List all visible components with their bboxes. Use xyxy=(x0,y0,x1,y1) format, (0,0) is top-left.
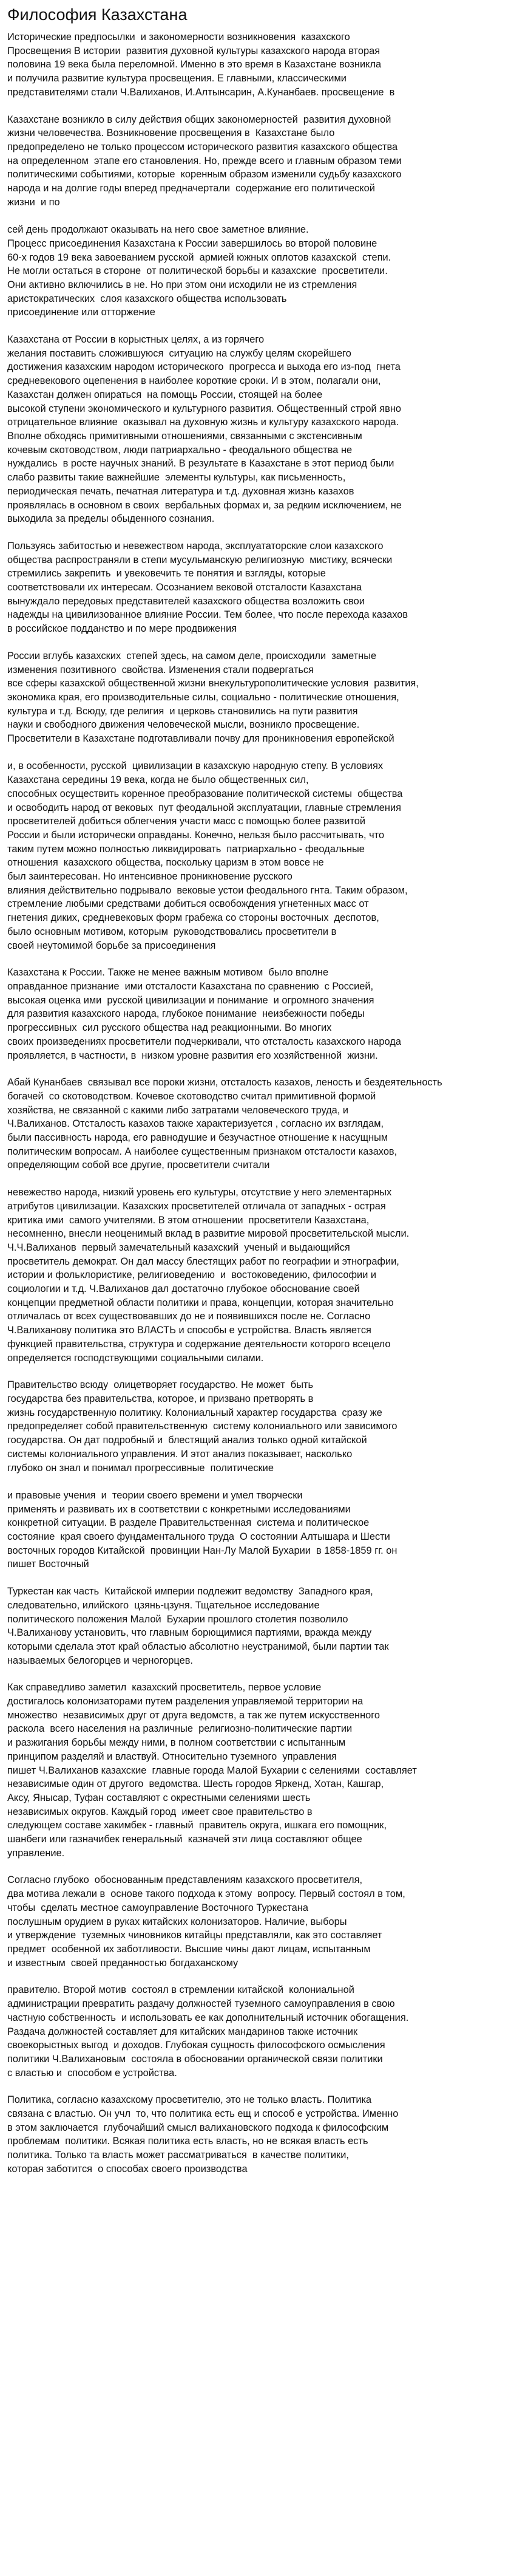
paragraph-line: определяющим собой все другие, просветители считали xyxy=(7,1160,270,1171)
paragraph-line: называемых белогорцев и черногорцев. xyxy=(7,1655,193,1666)
article-paragraph xyxy=(7,1378,507,1571)
paragraph-line: управление. xyxy=(7,1847,65,1859)
paragraph-line xyxy=(7,209,507,223)
paragraph-line: Казахстана середины 19 века, когда не было общественных сил, xyxy=(7,774,309,786)
paragraph-line: социологии и т.д. Ч.Валиханов дал достаточно глубокое обоснование своей xyxy=(7,1283,360,1295)
paragraph-line: достигалось колонизаторами путем разделения управляемой территории на xyxy=(7,1696,364,1707)
paragraph-line: представителями стали Ч.Валиханов, И.Алтынсарин, А.Кунанбаев. просвещение в xyxy=(7,86,395,98)
paragraph-line: и получила развитие культура просвещения. Е главными, классическими xyxy=(7,73,347,84)
paragraph-line: истории и фольклористике, религиоведению и востоковедению, философии и xyxy=(7,1269,377,1281)
paragraph-line: способных осуществить коренное преобразование политической системы общества xyxy=(7,788,403,799)
paragraph-line: были пассивность народа, его равнодушие и безучастное отношение к насущным xyxy=(7,1132,388,1144)
paragraph-line: кочевым скотоводством, люди патриархально - феодального общества не xyxy=(7,444,353,456)
paragraph-line: и, в особенности, русской цивилизации в казахскую народную степу. В условиях xyxy=(7,760,384,772)
paragraph-line: независимые один от другого ведомства. Шесть городов Яркенд, Хотан, Кашгар, xyxy=(7,1778,384,1790)
paragraph-line: жизнь государственную политику. Колониальный характер государства сразу же xyxy=(7,1407,382,1418)
paragraph-line: множество независимых друг от друга ведомств, а так же путем искусственного xyxy=(7,1709,380,1721)
article-paragraph xyxy=(7,333,507,526)
paragraph-line: политическими событиями, которые коренным образом изменили судьбу казахского xyxy=(7,169,402,180)
paragraph-line: частную собственность и использовать ее как дополнительный источник обогащения. xyxy=(7,2012,409,2023)
paragraph-line: был заинтересован. Но интенсивное проникновение русского xyxy=(7,871,293,883)
paragraph-line: гнетения дикиx, средневековых форм грабежа со стороны восточных деспотов, xyxy=(7,912,379,924)
paragraph-line: своих произведениях просветители подчеркивали, что отсталость казахского народа xyxy=(7,1036,401,1047)
paragraph-line: высокая оценка ими русской цивилизации и понимание и огромного значения xyxy=(7,994,374,1006)
paragraph-line: связана с властью. Он учл то, что политика есть ещ и способ е устройства. Именно xyxy=(7,2108,399,2120)
paragraph-line: два мотива лежали в основе такого подхода к этому вопросу. Первый состоял в том, xyxy=(7,1888,405,1900)
paragraph-line: на определенном этапе его становления. Но, прежде всего и главным образом теми xyxy=(7,155,402,166)
paragraph-line: которыми сделала этот край областью абсолютно неустранимой, были партии так xyxy=(7,1641,389,1652)
paragraph-line: жизни человечества. Возникновение просвещения в Казахстане было xyxy=(7,128,335,139)
paragraph-line: Пользуясь забитостью и невежеством народа, эксплуататорские слои казахского xyxy=(7,540,384,552)
paragraph-line: изменения позитивного свойства. Изменения стали подвергаться xyxy=(7,664,314,675)
paragraph-line: пишет Ч.Валиханов казахские главные города Малой Бухарии с селениями составляет xyxy=(7,1765,417,1776)
paragraph-line: принципом разделяй и властвуй. Относительно туземного управления xyxy=(7,1751,337,1762)
paragraph-line: науки и свободного движения человеческой мысли, возникло просвещение. xyxy=(7,719,360,731)
paragraph-line: в этом заключается глубочайший смысл валихановского подхода к философским xyxy=(7,2122,389,2133)
paragraph-line: таким путем можно полностью ликвидировать патриархально - феодальные xyxy=(7,843,365,855)
paragraph-line: несомненно, внесли неоценимый вклад в развитие мировой просветительской мысли. xyxy=(7,1228,410,1240)
paragraph-line: отношения казахского общества, поскольку царизм в этом вовсе не xyxy=(7,857,324,869)
paragraph-line: и утверждение туземных чиновников китайцы представляли, как это составляет xyxy=(7,1930,382,1941)
paragraph-line: стремились закрепить и увековечить те понятия и взгляды, которые xyxy=(7,568,326,579)
paragraph-line: предопределяет собой правительственную систему колониального или зависимого xyxy=(7,1421,397,1432)
article-paragraph xyxy=(7,2093,507,2176)
paragraph-line: Политика, согласно казахскому просветителю, это не только власть. Политика xyxy=(7,2094,372,2106)
paragraph-line: надежды на цивилизованное влияние России. Тем более, что после перехода казахов xyxy=(7,609,408,621)
paragraph-line: и разжигания борьбы между ними, в полном соответствии с испытанным xyxy=(7,1737,346,1749)
paragraph-line: раскола всего населения на различные религиозно-политические партии xyxy=(7,1723,353,1735)
paragraph-line: государства без правительства, которое, и призвано претворять в xyxy=(7,1393,314,1404)
paragraph-line: все сферы казахской общественной жизни внекультурополитические условия развития, xyxy=(7,678,419,689)
paragraph-line: Просвещения В истории развития духовной культуры казахского народа вторая xyxy=(7,45,380,56)
paragraph-line: для развития казахского народа, глубокое понимание неизбежности победы xyxy=(7,1008,365,1020)
paragraph-line: России вглубь казахских степей здесь, на самом деле, происходили заметные xyxy=(7,650,377,661)
paragraph-line: было основным мотивом, которым руководствовались просветители в xyxy=(7,926,337,937)
paragraph-line: Ч.Валиханову установить, что главным борющимися партиями, вражда между xyxy=(7,1627,372,1639)
paragraph-line: которая заботится о способах своего производства xyxy=(7,2163,248,2175)
paragraph-line: атрибутов цивилизации. Казахских просветителей отличала от западных - острая xyxy=(7,1200,386,1212)
paragraph-line: предмет особенной их заботливости. Высшие чины дают лицам, испытанным xyxy=(7,1944,371,1955)
paragraph-line: Не могли остаться в стороне от политической борьбы и казахские просветители. xyxy=(7,265,388,277)
paragraph-line: Ч.Валиханов. Отсталость казахов также характеризуется , согласно их взглядам, xyxy=(7,1118,384,1130)
paragraph-line: Они активно включились в не. Но при этом они исходили не из стремления xyxy=(7,279,357,290)
article-paragraph xyxy=(7,1983,507,2080)
paragraph-line: влияния действительно подрывало вековые устои феодального гнта. Таким образом, xyxy=(7,884,408,896)
article-paragraph xyxy=(7,30,507,100)
page-title: Философия Казахстана xyxy=(7,5,188,24)
paragraph-line: отрицательное влияние оказывал на духовную жизнь и культуру казахского народа. xyxy=(7,417,399,428)
paragraph-line: состояние края своего фундаментального труда О состоянии Алтышара и Шести xyxy=(7,1531,390,1543)
paragraph-line: и правовые учения и теории своего времени и умел творчески xyxy=(7,1489,303,1501)
paragraph-line: чтобы сделать местное самоуправление Восточного Туркестана xyxy=(7,1902,308,1913)
article-paragraph xyxy=(7,1186,507,1365)
article-paragraph xyxy=(7,1873,507,1970)
paragraph-line: Просветители в Казахстане подготавливали почву для проникновения европейской xyxy=(7,733,394,745)
paragraph-line: просветитель демократ. Он дал массу блестящих работ по географии и этнографии, xyxy=(7,1256,399,1267)
paragraph-line: конкретной ситуации. В разделе Правительственная система и политическое xyxy=(7,1517,370,1529)
paragraph-line: с властью и способом е устройства. xyxy=(7,2067,177,2079)
paragraph-line: определяется господствующими социальными силами. xyxy=(7,1352,264,1364)
paragraph-line: половина 19 века была переломной. Именно в это время в Казахстане возникла xyxy=(7,59,382,70)
paragraph-line: пишет Восточный xyxy=(7,1559,89,1570)
article-paragraph xyxy=(7,649,507,952)
paragraph-line: слабо развиты такие важнейшие элементы культуры, как письменность, xyxy=(7,472,346,483)
paragraph-line: желания поставить сложившуюся ситуацию на службу целям скорейшего xyxy=(7,347,351,359)
paragraph-line: послушным орудием в руках китайских колонизаторов. Наличие, выборы xyxy=(7,1916,347,1927)
paragraph-line: хозяйства, не связанной с какими либо затратами человеческого труда, и xyxy=(7,1104,349,1116)
article-paragraph xyxy=(7,1681,507,1860)
paragraph-line: глубоко он знал и понимал прогрессивные политические xyxy=(7,1462,274,1474)
article-paragraph xyxy=(7,966,507,1062)
paragraph-line: высокой ступени экономического и культурного развития. Общественный строй явно xyxy=(7,403,401,414)
paragraph-line: политическим вопросам. А наиболее существенным признаком отсталости казахов, xyxy=(7,1146,397,1157)
paragraph-line: предопределено не только процессом исторического развития казахского общества xyxy=(7,141,398,152)
paragraph-line: независимых округов. Каждый город имеет свое правительство в xyxy=(7,1806,313,1817)
paragraph-line: своей неутомимой борьбе за присоединения xyxy=(7,940,216,951)
paragraph-line: достижения казахским народом исторического прогресса и выхода его из-под гнета xyxy=(7,361,401,373)
paragraph-line: Туркестан как часть Китайской империи подлежит ведомству Западного края, xyxy=(7,1586,373,1597)
paragraph-line: нуждались в росте научных знаний. В результате в Казахстане в этот период были xyxy=(7,458,394,470)
paragraph-line xyxy=(7,1475,507,1489)
paragraph-line: отличалась от всех существовавших до не и появившихся после не. Согласно xyxy=(7,1311,371,1322)
paragraph-line: проявлялась в основном в своих вербальных формах и, за редким исключением, не xyxy=(7,499,402,511)
paragraph-line: прогрессивных сил русского общества над реакционными. Во многих xyxy=(7,1022,332,1034)
paragraph-line: Раздача должностей составляет для китайских мандаринов также источник xyxy=(7,2026,358,2037)
paragraph-line: Аксу, Янысар, Туфан составляют с окрестными селениями шесть xyxy=(7,1792,311,1803)
paragraph-line xyxy=(7,746,507,760)
paragraph-line: восточных городов Китайской провинции Нан-Лу Малой Бухарии в 1858-1859 гг. он xyxy=(7,1545,397,1556)
paragraph-line: шанбеги или газначибек генеральный казначей эти лица составляют общее xyxy=(7,1834,362,1845)
paragraph-line: вынуждало передовых представителей казахского общества возложить свои xyxy=(7,595,365,607)
paragraph-line: культура и т.д. Всюду, где религия и церковь становились на пути развития xyxy=(7,705,358,717)
paragraph-line: Казахстана к России. Также не менее важным мотивом было вполне xyxy=(7,967,329,979)
paragraph-line: 60-х годов 19 века завоеванием русской армией южных оплотов казахской степи. xyxy=(7,251,391,263)
paragraph-line: жизни и по xyxy=(7,196,60,208)
paragraph-line: оправданное признание ими отсталости Казахстана по сравнению с Россией, xyxy=(7,981,374,992)
paragraph-line: применять и развивать их в соответствии с конкретными исследованиями xyxy=(7,1503,351,1515)
paragraph-line: экономика края, его производительные силы, социально - политические отношения, xyxy=(7,691,399,703)
paragraph-line: аристократических слоя казахского общества использовать xyxy=(7,293,287,304)
paragraph-line: Исторические предпосылки и закономерности возникновения казахского xyxy=(7,32,350,43)
paragraph-line: своекорыстных выгод и доходов. Глубокая сущность философского осмысления xyxy=(7,2040,385,2051)
paragraph-line: стремление любыми средствами добиться освобождения угнетенных масс от xyxy=(7,898,369,910)
paragraph-line: просветителей добиться облегчения участи масс с помощью более развитой xyxy=(7,816,366,827)
paragraph-line: в российское подданство и по мере продвижения xyxy=(7,623,237,635)
article-paragraph xyxy=(7,1585,507,1667)
paragraph-line: функцией правительства, структура и содержание деятельности которого всецело xyxy=(7,1338,391,1350)
paragraph-line: выходила за пределы обыденного сознания. xyxy=(7,513,215,525)
paragraph-line: государства. Он дат подробный и блестящий анализ только одной китайской xyxy=(7,1435,367,1446)
article-paragraph xyxy=(7,1076,507,1172)
paragraph-line: правителю. Второй мотив состоял в стремлении китайской колониальной xyxy=(7,1984,354,1996)
paragraph-line: Абай Кунанбаев связывал все пороки жизни, отсталость казахов, леность и бездеятельность xyxy=(7,1077,442,1088)
paragraph-line: Вполне обходясь примитивными отношениями, связанными с экстенсивным xyxy=(7,430,362,442)
paragraph-line: критика ими самого учителями. В этом отношении просветители Казахстана, xyxy=(7,1214,370,1226)
article-body xyxy=(7,30,507,2176)
paragraph-line: следующем составе хакимбек - главный правитель округа, ишкага его помощник, xyxy=(7,1820,387,1831)
paragraph-line: соответствовали их интересам. Осознанием вековой отсталости Казахстана xyxy=(7,582,362,593)
paragraph-line: России и были исторически оправданы. Конечно, нельзя было рассчитывать, что xyxy=(7,829,385,841)
paragraph-line: народа и на долгие годы вперед предначертали содержание его политической xyxy=(7,183,375,194)
paragraph-line: проблемам политики. Всякая политика есть власть, но не всякая власть есть xyxy=(7,2136,368,2147)
paragraph-line: концепции предметной области политики и права, концепции, которая значительно xyxy=(7,1297,394,1308)
paragraph-line: Правительство всюду олицетворяет государство. Не может быть xyxy=(7,1379,314,1391)
paragraph-line: администрации превратить раздачу должностей туземного самоуправления в свою xyxy=(7,1998,395,2010)
paragraph-line: невежество народа, низкий уровень его культуры, отсутствие у него элементарных xyxy=(7,1187,392,1198)
paragraph-line: богачей со скотоводством. Кочевое скотоводство считал примитивной формой xyxy=(7,1090,376,1102)
paragraph-line: средневекового оцепенения в наиболее короткие сроки. И в этом, полагали они, xyxy=(7,375,381,387)
paragraph-line: периодическая печать, печатная литература и т.д. духовная жизнь казахов xyxy=(7,485,354,497)
paragraph-line: Казахстане возникло в силу действия общих закономерностей развития духовной xyxy=(7,114,391,125)
paragraph-line: сей день продолжают оказывать на него свое заметное влияние. xyxy=(7,224,309,236)
paragraph-line: Ч.Валиханову политика это ВЛАСТЬ и способы е устройства. Власть является xyxy=(7,1325,371,1336)
paragraph-line: проявляется, в частности, в низком уровне развития его хозяйственной жизни. xyxy=(7,1050,378,1061)
article-paragraph xyxy=(7,539,507,636)
paragraph-line: политического положения Малой Бухарии прошлого столетия позволило xyxy=(7,1613,348,1625)
paragraph-line: Как справедливо заметил казахский просветитель, первое условие xyxy=(7,1682,322,1693)
paragraph-line: Ч.Ч.Валиханов первый замечательный казахский ученый и выдающийся xyxy=(7,1242,350,1253)
paragraph-line: политика. Только та власть может рассматриваться в качестве политики, xyxy=(7,2150,349,2161)
paragraph-line: Казахстан должен опираться на помощь России, стоящей на более xyxy=(7,389,323,400)
paragraph-line: системы колониального управления. И этот анализ показывает, насколько xyxy=(7,1448,353,1460)
article-paragraph xyxy=(7,113,507,320)
paragraph-line: присоединение или отторжение xyxy=(7,307,155,318)
paragraph-line: и известным своей преданностью богдаханскому xyxy=(7,1957,238,1969)
paragraph-line: и освободить народ от вековых пут феодальной эксплуатации, главные стремления xyxy=(7,802,401,813)
paragraph-line: следовательно, илийского цзянь-цзуня. Тщательное исследование xyxy=(7,1599,320,1611)
paragraph-line: Согласно глубоко обоснованным представлениям казахского просветителя, xyxy=(7,1874,363,1886)
paragraph-line: общества распространяли в степи мусульманскую религиозную мистику, всячески xyxy=(7,554,393,565)
paragraph-line: политики Ч.Валихановым состояла в обосновании органической связи политики xyxy=(7,2053,383,2065)
paragraph-line: Казахстана от России в корыстных целях, а из горячего xyxy=(7,334,265,346)
paragraph-line: Процесс присоединения Казахстана к России завершилось во второй половине xyxy=(7,237,377,249)
